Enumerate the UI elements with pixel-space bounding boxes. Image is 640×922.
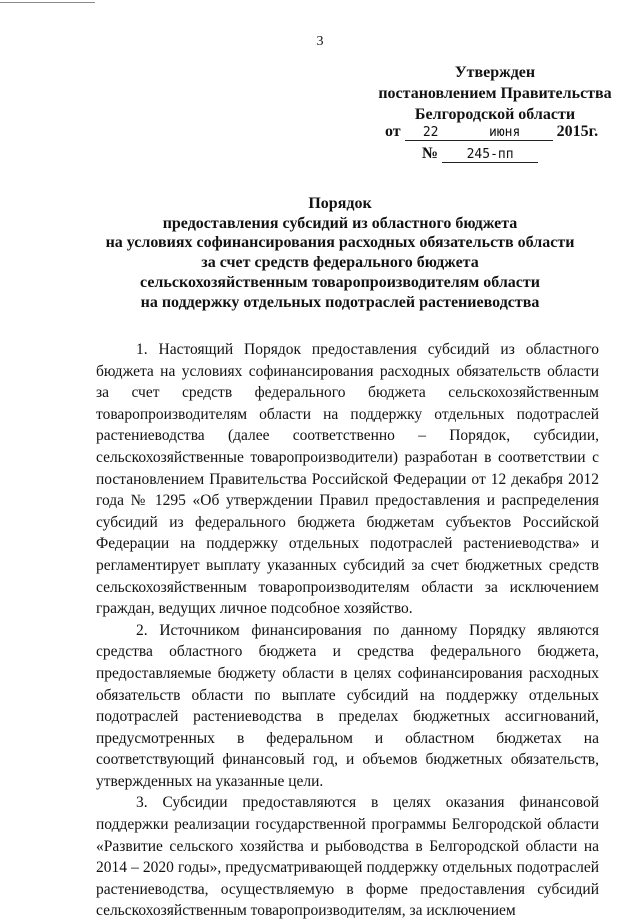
number-prefix: № — [422, 145, 439, 162]
title-line-5: сельскохозяйственным товаропроизводителям области — [140, 273, 540, 291]
date-year: 2015г. — [556, 123, 599, 140]
approval-number-row — [422, 145, 538, 163]
date-prefix: от — [385, 123, 401, 140]
document-title — [60, 194, 620, 312]
page-number: 3 — [316, 34, 324, 49]
paragraph-1: 1. Настоящий Порядок предоставления субсидий из областного бюджета на условиях софинансирования расходных обязательств области за счет средств федерального бюджета сельскохозяйственным товаропроизводителям области на поддержку отдельных подотраслей растениеводства (далее соответственно – Порядок, субсидии, сельскохозяйственные товаропроизводители) разработан в соответствии с постановлением Правительства Российской Федерации от 12 декабря 2012 года № 1295 «Об утверждении Правил предоставления и распределения субсидий из федерального бюджета бюджетам субъектов Российской Федерации на поддержку отдельных подотраслей растениеводства» и регламентирует выплату указанных субсидий за счет бюджетных средств сельскохозяйственным товаропроизводителям области за исключением граждан, ведущих личное подсобное хозяйство. — [96, 341, 599, 618]
paragraph-2: 2. Источником финансирования по данному Порядку являются средства областного бюджета и средства федерального бюджета, предоставляемые бюджету области в целях софинансирования расходных обязательств области по выплате субсидий на поддержку отдельных подотраслей растениеводства в пределах бюджетных ассигнований, предусмотренных в федеральном и областном бюджетах на соответствующий финансовый год, и объемов бюджетных обязательств, утвержденных на указанные цели. — [96, 621, 599, 790]
date-day-field: 22 — [405, 125, 457, 141]
title-line-2: предоставления субсидий из областного бюджета — [162, 214, 518, 232]
approval-line-approved: Утвержден — [454, 64, 536, 81]
approval-date-row — [385, 123, 598, 141]
title-line-1: Порядок — [308, 195, 372, 212]
document-body — [96, 339, 599, 922]
approval-line-by-decree: постановлением Правительства — [378, 85, 612, 102]
approval-line-region: Белгородской области — [414, 106, 576, 123]
decree-number-field: 245-пп — [442, 147, 538, 163]
title-line-3: на условиях софинансирования расходных обязательств области — [105, 234, 575, 252]
paragraph-3: 3. Субсидии предоставляются в целях оказания финансовой поддержки реализации государственной программы Белгородской области «Развитие сельского хозяйства и рыбоводства в Белгородской области на 2014 – 2020 годы», предусматривающей поддержку отдельных подотраслей растениеводства, осуществляемую в форме предоставления субсидий сельскохозяйственным товаропроизводителям, за исключением — [96, 794, 599, 920]
title-line-6: на поддержку отдельных подотраслей растениеводства — [140, 293, 540, 311]
approval-stamp — [360, 62, 630, 125]
scan-edge-line — [0, 2, 95, 3]
title-line-4: за счет средств федерального бюджета — [201, 254, 479, 272]
date-month-field: июня — [457, 125, 553, 141]
